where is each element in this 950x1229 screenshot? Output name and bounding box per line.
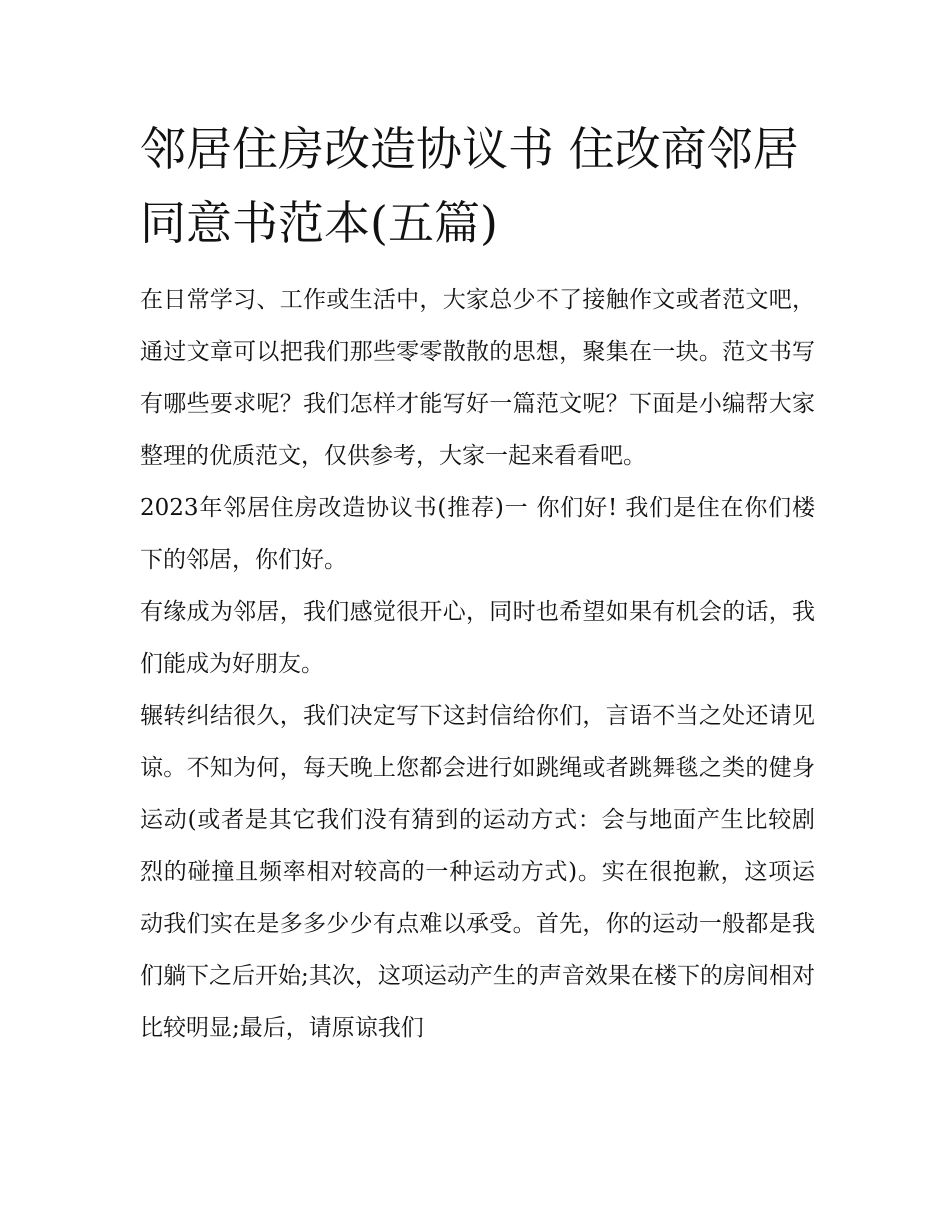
document-content: [140, 112, 815, 1054]
paragraph-friendship: 有缘成为邻居，我们感觉很开心，同时也希望如果有机会的话，我们能成为好朋友。: [140, 599, 815, 677]
document-title: 邻居住房改造协议书 住改商邻居同意书范本(五篇): [140, 122, 799, 250]
paragraph-greeting: 2023年邻居住房改造协议书(推荐)一 你们好! 我们是住在你们楼下的邻居，你们好。: [140, 495, 815, 573]
paragraph-intro: 在日常学习、工作或生活中，大家总少不了接触作文或者范文吧，通过文章可以把我们那些零零散散的思想，聚集在一块。范文书写有哪些要求呢？我们怎样才能写好一篇范文呢？下面是小编帮大家整理的优质范文，仅供参考，大家一起来看看吧。: [140, 287, 815, 469]
paragraph-complaint: 辗转纠结很久，我们决定写下这封信给你们，言语不当之处还请见谅。不知为何，每天晚上您都会进行如跳绳或者跳舞毯之类的健身运动(或者是其它我们没有猜到的运动方式：会与地面产生比较剧烈的碰撞且频率相对较高的一种运动方式)。实在很抱歉，这项运动我们实在是多多少少有点难以承受。首先，你的运动一般都是我们躺下之后开始;其次，这项运动产生的声音效果在楼下的房间相对比较明显;最后，请原谅我们: [140, 703, 815, 1041]
document-body: [140, 274, 815, 1054]
